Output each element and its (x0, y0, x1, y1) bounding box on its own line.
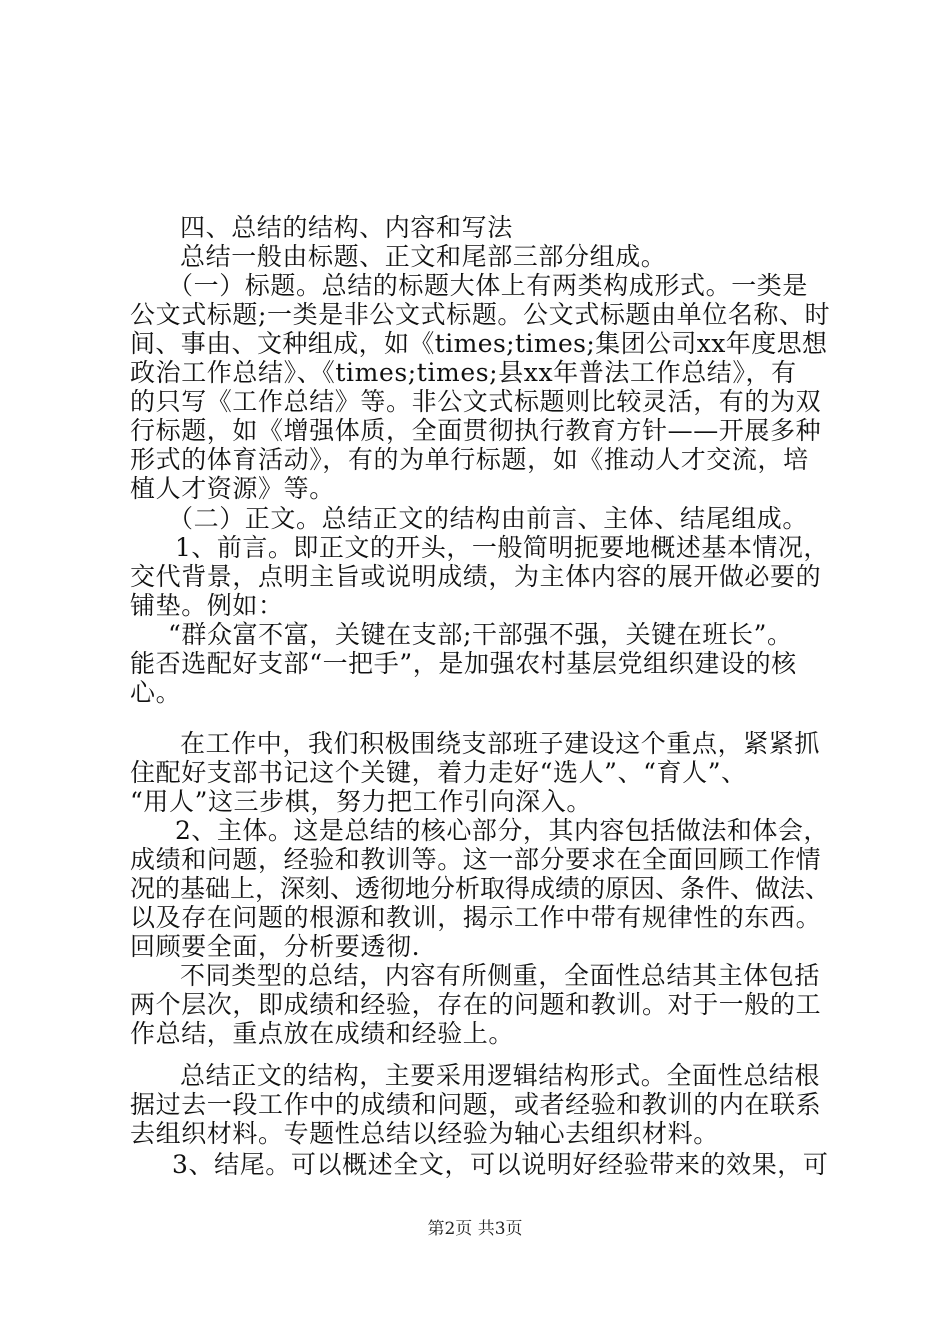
text-line: 行标题，如《增强体质，全面贯彻执行教育方针——开展多种 (130, 416, 822, 445)
text-line: 况的基础上，深刻、透彻地分析取得成绩的原因、条件、做法、 (130, 874, 831, 903)
text-line: 政治工作总结》、《times;times;县xx年普法工作总结》，有 (130, 358, 797, 387)
page-number-label: 第2页 共3页 (427, 1219, 523, 1239)
text-line: （一）标题。总结的标题大体上有两类构成形式。一类是 (168, 271, 809, 300)
text-line: 在工作中，我们积极围绕支部班子建设这个重点，紧紧抓 (180, 729, 821, 758)
text-line: 的只写《工作总结》等。非公文式标题则比较灵活，有的为双 (130, 387, 822, 416)
text-line: 住配好支部书记这个关键，着力走好“选人”、“育人”、 (130, 758, 747, 787)
text-line: 总结正文的结构，主要采用逻辑结构形式。全面性总结根 (180, 1061, 821, 1090)
text-line: 去组织材料。专题性总结以经验为轴心去组织材料。 (130, 1119, 719, 1148)
text-line: 铺垫。例如： (130, 591, 284, 620)
text-line: 以及存在问题的根源和教训，揭示工作中带有规律性的东西。 (130, 903, 822, 932)
text-line: 交代背景，点明主旨或说明成绩，为主体内容的展开做必要的 (130, 562, 822, 591)
page-footer (0, 1218, 950, 1240)
text-line: “用人”这三步棋，努力把工作引向深入。 (130, 787, 592, 816)
text-line: 心。 (130, 678, 182, 707)
text-line: “群众富不富，关键在支部;干部强不强，关键在班长”。 (168, 620, 793, 649)
text-line: （二）正文。总结正文的结构由前言、主体、结尾组成。 (168, 504, 809, 533)
text-line: 作总结，重点放在成绩和经验上。 (130, 1019, 515, 1048)
text-line: 形式的体育活动》，有的为单行标题，如《推动人才交流，培 (130, 445, 809, 474)
text-line: 成绩和问题，经验和教训等。这一部分要求在全面回顾工作情 (130, 845, 822, 874)
text-line: 不同类型的总结，内容有所侧重，全面性总结其主体包括 (180, 961, 821, 990)
text-line: 能否选配好支部“一把手”，是加强农村基层党组织建设的核 (130, 649, 797, 678)
text-line: 1、前言。即正文的开头，一般简明扼要地概述基本情况， (175, 533, 829, 562)
text-line: 回顾要全面，分析要透彻. (130, 932, 421, 961)
text-line: 据过去一段工作中的成绩和问题，或者经验和教训的内在联系 (130, 1090, 822, 1119)
text-line: 植人才资源》等。 (130, 474, 335, 503)
text-line: 公文式标题;一类是非公文式标题。公文式标题由单位名称、时 (130, 300, 831, 329)
text-line: 四、总结的结构、内容和写法 (180, 213, 513, 242)
text-line: 间、事由、文种组成，如《times;times;集团公司xx年度思想 (130, 329, 828, 358)
text-line: 2、主体。这是总结的核心部分，其内容包括做法和体会， (175, 816, 829, 845)
text-line: 3、结尾。可以概述全文，可以说明好经验带来的效果，可 (172, 1150, 829, 1179)
text-line: 两个层次，即成绩和经验，存在的问题和教训。对于一般的工 (130, 990, 822, 1019)
text-line: 总结一般由标题、正文和尾部三部分组成。 (180, 242, 667, 271)
